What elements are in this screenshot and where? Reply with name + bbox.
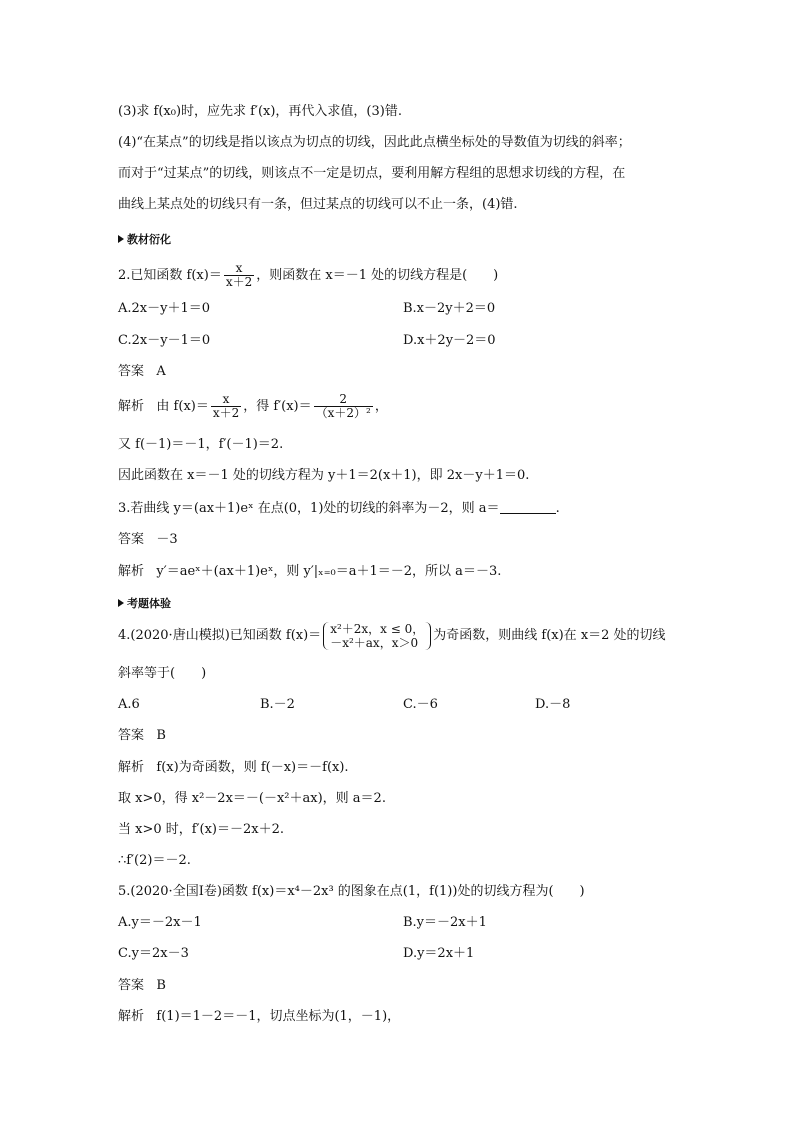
intro-line-1: (3)求 f(x₀)时，应先求 f′(x)，再代入求值，(3)错. — [118, 104, 402, 119]
answer-label: 答案 — [118, 728, 145, 743]
solution-label: 解析 — [118, 564, 145, 579]
question-2-options-row-1 — [118, 301, 676, 317]
option-a: A.2x－y＋1＝0 — [118, 301, 211, 316]
question-4-solution-1: 解析 f(x)为奇函数，则 f(－x)＝－f(x). — [118, 760, 349, 775]
question-2-answer — [118, 364, 676, 380]
option-b: B.－2 — [260, 697, 295, 712]
option-d: D.x＋2y－2＝0 — [403, 333, 496, 348]
question-4-solution-3: 当 x>0 时，f′(x)＝－2x＋2. — [118, 822, 285, 837]
question-5-options-row-1 — [118, 915, 676, 931]
question-2-solution-1: 解析 由 f(x)＝ $\frac{x}{x+2}$ ，得 f′(x)＝ $\frac{2}{\text{（x＋2）²}}$ ， — [118, 392, 388, 420]
question-2-solution-3: 因此函数在 x＝－1 处的切线方程为 y＋1＝2(x＋1)，即 2x－y＋1＝0. — [118, 468, 530, 483]
intro-line-4: 曲线上某点处的切线只有一条，但过某点的切线可以不止一条，(4)错. — [118, 197, 518, 212]
question-5-answer — [118, 978, 676, 994]
answer-value: B — [156, 728, 166, 743]
option-b: B.y＝－2x＋1 — [403, 915, 487, 930]
option-c: C.－6 — [403, 697, 438, 712]
question-3-stem: 3.若曲线 y＝(ax＋1)eˣ 在点(0，1)处的切线的斜率为－2，则 a＝ . — [118, 501, 560, 516]
option-c: C.y＝2x－3 — [118, 946, 189, 961]
triangle-bullet-icon — [118, 235, 124, 243]
fraction: $\frac{2}{\text{（x＋2）²}}$ — [315, 392, 371, 420]
answer-value: A — [156, 364, 166, 379]
question-4-stem-2: 斜率等于( ) — [118, 666, 207, 681]
option-a: A.y＝－2x－1 — [118, 915, 202, 930]
section-title: 考题体验 — [127, 597, 171, 610]
question-5-options-row-2 — [118, 946, 676, 962]
question-3-solution: 解析 y′＝aeˣ＋(ax＋1)eˣ，则 y′|ₓ₌₀＝a＋1＝－2，所以 a＝－3. — [118, 564, 502, 579]
option-c: C.2x－y－1＝0 — [118, 333, 211, 348]
solution-label: 解析 — [118, 399, 145, 414]
option-d: D.y＝2x＋1 — [403, 946, 475, 961]
intro-line-3: 而对于“过某点”的切线，则该点不一定是切点，要利用解方程组的思想求切线的方程，在 — [118, 166, 626, 181]
answer-value: －3 — [156, 532, 178, 547]
question-5-solution: 解析 f(1)＝1－2＝－1，切点坐标为(1，－1)， — [118, 1009, 401, 1024]
solution-label: 解析 — [118, 760, 145, 775]
question-3-answer — [118, 532, 676, 548]
question-2-options-row-2 — [118, 333, 676, 349]
fraction: $\frac{x}{x+2}$ — [225, 261, 253, 289]
piecewise-function: x²＋2x，x ≤ 0， －x²＋ax，x＞0 — [323, 622, 431, 650]
intro-line-2: (4)“在某点”的切线是指以该点为切点的切线，因此此点横坐标处的导数值为切线的斜率； — [118, 135, 631, 150]
question-4-solution-4: ∴f′(2)＝－2. — [118, 853, 191, 868]
question-4-answer — [118, 728, 676, 744]
question-4-solution-2: 取 x>0，得 x²－2x＝－(－x²＋ax)，则 a＝2. — [118, 791, 386, 806]
question-2-solution-2: 又 f(－1)＝－1，f′(－1)＝2. — [118, 437, 284, 452]
option-d: D.－8 — [535, 697, 571, 712]
option-b: B.x－2y＋2＝0 — [403, 301, 496, 316]
answer-value: B — [156, 978, 166, 993]
answer-label: 答案 — [118, 978, 145, 993]
question-5-stem: 5.(2020·全国Ⅰ卷)函数 f(x)＝x⁴－2x³ 的图象在点(1，f(1))处的切线方程为( ) — [118, 884, 585, 899]
triangle-bullet-icon — [118, 599, 124, 607]
answer-label: 答案 — [118, 532, 145, 547]
question-4-stem: 4.(2020·唐山模拟)已知函数 f(x)＝ x²＋2x，x ≤ 0， －x²＋ax，x＞0 为奇函数，则曲线 f(x)在 x＝2 处的切线 — [118, 621, 666, 650]
section-heading-textbook — [118, 232, 676, 248]
question-2-stem: 2.已知函数 f(x)＝ $\frac{x}{x+2}$ ，则函数在 x＝－1 处的切线方程是( ) — [118, 261, 499, 289]
section-title: 教材衍化 — [127, 233, 171, 246]
section-heading-exam — [118, 596, 676, 612]
solution-label: 解析 — [118, 1009, 145, 1024]
option-a: A.6 — [118, 697, 140, 712]
fraction: $\frac{x}{x+2}$ — [212, 392, 240, 420]
answer-label: 答案 — [118, 364, 145, 379]
answer-blank[interactable] — [500, 501, 556, 514]
